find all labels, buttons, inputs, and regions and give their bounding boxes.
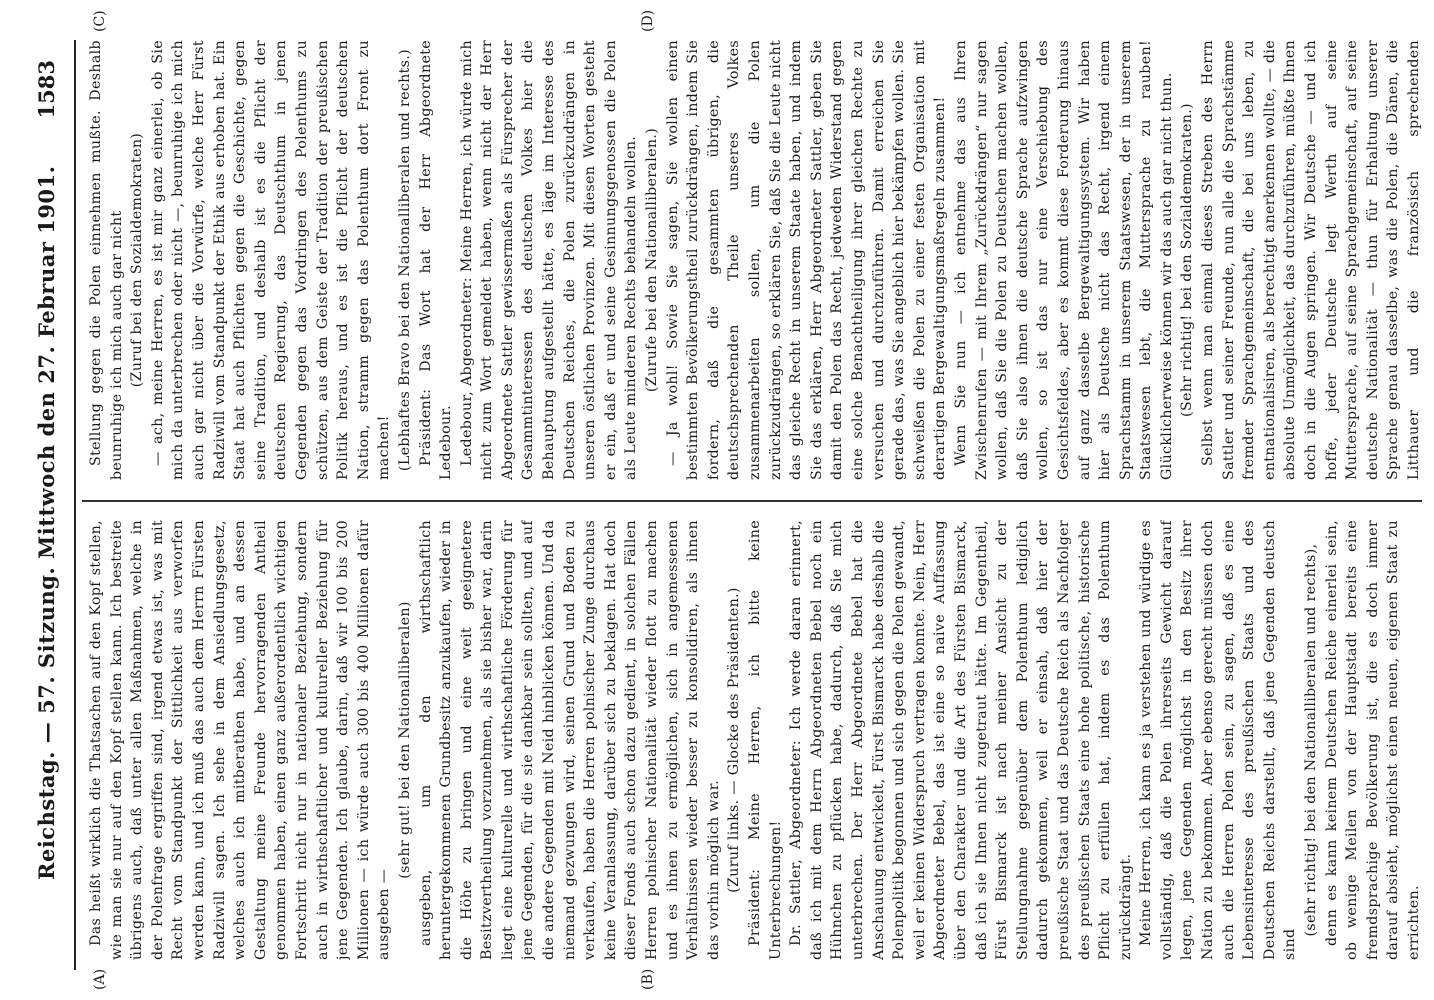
interjection: (sehr richtig! bei den Nationalliberalen und rechts), xyxy=(1303,543,1320,937)
paragraph: Präsident: Meine Herren, ich bitte keine Unterbrechungen! xyxy=(747,520,784,960)
paragraph: — Ja wohl! Sowie Sie sagen, Sie wollen einen bestimmten Bevölkerungstheil zurückdrängen, indem Sie fordern, daß die gesammten übrigen, die deutschsprechenden Theile unseres Volkes zusammenarbeiten sollen, um die Polen zurückzudrängen, so erklären Sie, daß Sie die Leute nicht das gleiche Recht in unserem Staate haben, und indem Sie das erklären, Herr Abgeordneter Sattler, geben Sie damit den Polen das Recht, jedweden Widerstand gegen eine solche Benachtheiligung ihrer gleichen Rechte zu versuchen und durchzuführen. Damit erreichen Sie gerade das, was Sie angeblich hier bekämpfen wollen. Sie schweißen die Polen zu einer festen Organisation mit derartigen Bergewaltigungsmaßregeln zusammen! xyxy=(664,40,949,480)
column-divider xyxy=(82,500,1422,502)
header-title: Reichstag. — 57. Sitzung. Mittwoch den 27. Februar 1901. xyxy=(34,165,59,880)
margin-marker-d: (D) xyxy=(640,9,656,32)
paragraph: Das heißt wirklich die Thatsachen auf den Kopf stellen, wie man sie nur auf den Kopf stellen kann. Ich bestreite übrigens auch, daß unter allen Maßnahmen, welche in der Polenfrage ergriffen sind, irgend etwas ist, was mit Recht vom Standpunkt der Sittlichkeit aus verworfen werden kann, und ich muß das auch dem Herrn Fürsten Radziwill sagen. Ich sehe in dem Ansiedlungsgesetz, welches auch ich mitberathen habe, und an dessen Gestaltung meine Freunde hervorragenden Antheil genommen haben, einen ganz außerordentlich wichtigen Fortschritt nicht nur in nationaler Beziehung, sondern auch in wirthschaftlicher und kultureller Beziehung für jene Gegenden. Ich glaube, darin, daß wir 100 bis 200 Millionen — ich würde auch 300 bis 400 Millionen dafür ausgeben — xyxy=(88,520,393,960)
margin-marker-c: (C) xyxy=(92,10,108,32)
interjection: (Zurufe bei den Nationalliberalen.) xyxy=(644,127,661,393)
paragraph: Ledebour, Abgeordneter: Meine Herren, ich würde mich nicht zum Wort gemeldet haben, wenn nicht der Herr Abgeordnete Sattler gewissermaßen als Fürsprecher der Gesammtinteressen des deutschen Volkes hier die Behauptung aufgestellt hätte, es läge im Interesse des Deutschen Reiches, die Polen zurückzudrängen in unseren östlichen Provinzen. Mit diesen Worten gesteht er ein, daß er und seine Gesinnungsgenossen die Polen als Leute minderen Rechts behandeln wollen. xyxy=(458,40,640,480)
interjection: (Zuruf bei den Sozialdemokraten) xyxy=(129,132,146,388)
margin-marker-a: (A) xyxy=(92,968,108,990)
paragraph: — ach, meine Herren, es ist mir ganz einerlei, ob Sie mich da unterbrechen oder nicht —, beunruhige ich mich auch gar nicht über die Vorwürfe, welche Herr Fürst Radziwill vom Standpunkt der Ethik aus erhoben hat. Ein Staat hat auch Pflichten gegen die Geschichte, gegen seine Tradition, und deshalb ist es die Pflicht der deutschen Regierung, das Deutschthum in jenen Gegenden gegen das Vordringen des Polenthums zu schützen, aus dem Geiste der Tradition der preußischen Politik heraus, und es ist die Pflicht der deutschen Nation, stramm gegen das Polenthum dort Front zu machen! xyxy=(149,40,393,480)
interjection: (Sehr richtig! bei den Sozialdemokraten.) xyxy=(1179,103,1196,417)
interjection: (Zuruf links. — Glocke des Präsidenten.) xyxy=(726,587,743,893)
page-number: 1583 xyxy=(34,60,59,119)
digitization-credit xyxy=(1414,0,1434,1000)
left-column xyxy=(86,520,1426,960)
paragraph: Präsident: Das Wort hat der Herr Abgeordnete Ledebour. xyxy=(417,40,455,480)
margin-marker-b: (B) xyxy=(640,968,656,990)
right-column xyxy=(86,40,1426,480)
interjection: (sehr gut! bei den Nationalliberalen) xyxy=(396,601,413,879)
paragraph: Stellung gegen die Polen einnehmen mußte. Deshalb beunruhige ich mich auch gar nicht xyxy=(88,40,125,480)
paragraph: Wenn Sie nun — ich entnehme das aus Ihren Zwischenrufen — mit Ihrem „Zurückdrängen“ nur sagen wollen, daß Sie die Polen zu Deutschen machen wollen, daß Sie also ihnen die deutsche Sprache aufzwingen wollen, so ist das nur eine Verschiebung des Gesichtsfeldes, aber es kommt diese Forderung hinaus auf ganz dasselbe Bergewaltigungssystem. Wir haben hier als Deutsche nicht das Recht, irgend einem Sprachstamm in unserem Staatswesen, der in unserem Staatswesen lebt, die Muttersprache zu rauben! Glücklicherweise können wir das auch gar nicht thun. xyxy=(952,40,1175,480)
paragraph: Dr. Sattler, Abgeordneter: Ich werde daran erinnert, daß ich mit dem Herrn Abgeordneten Bebel noch ein Hühnchen zu pflücken habe, dadurch, daß Sie mich unterbrechen. Der Herr Abgeordnete Bebel hat die Anschauung entwickelt, Fürst Bismarck habe deshalb die Polenpolitik begonnen und sich gegen die Polen gewandt, weil er keinen Widerspruch vertragen konnte. Nein, Herr Abgeordneter Bebel, das ist eine so naive Auffassung über den Charakter und die Art des Fürsten Bismarck, daß ich sie Ihnen nicht zugetraut hätte. Im Gegentheil, Fürst Bismarck ist nach meiner Ansicht zu der Stellungnahme gegenüber dem Polenthum lediglich dadurch gekommen, weil er einsah, daß hier der preußische Staat und das Deutsche Reich als Nachfolger des preußischen Staats eine hohe politische, historische Pflicht zu erfüllen hat, indem es das Polenthum zurückdrängt. xyxy=(788,520,1134,960)
paragraph: Selbst wenn man einmal dieses Streben des Herrn Sattler und seiner Freunde, nun alle die Sprachstämme fremder Sprachgemeinschaft, die bei uns leben, zu entnationalisiren, als berechtigt anerkennen wollte, — die absolute Unmöglichkeit, das durchzuführen, müßte Ihnen doch in die Augen springen. Wir Deutsche — und ich hoffe, jeder Deutsche legt Werth auf seine Muttersprache, auf seine Sprachgemeinschaft, auf seine deutsche Nationalität — thun für Erhaltung unserer Sprache genau dasselbe, was die Polen, die Dänen, die Litthauer und die französisch sprechenden xyxy=(1200,40,1422,480)
page-header xyxy=(28,60,68,940)
header-rule xyxy=(74,40,76,970)
interjection: (Lebhaftes Bravo bei den Nationalliberalen und rechts.) xyxy=(396,48,413,472)
paragraph: denn es kann keinem Deutschen Reiche einerlei sein, ob wenige Meilen von der Hauptstadt bereits eine fremdsprachige Bevölkerung ist, die es doch immer darauf absieht, möglichst einen neuen, eigenen Staat zu errichten. xyxy=(1323,520,1422,960)
paragraph: ausgeben, um den wirthschaftlich heruntergekommenen Grundbesitz anzukaufen, wieder in die Höhe zu bringen und eine weit geeignetere Besitzvertheilung vorzunehmen, als sie bisher war, darin liegt eine kulturelle und wirthschaftliche Förderung für jene Gegenden, für die sie dankbar sein sollten, und auf die andere Gegenden mit Neid hinblicken können. Und da niemand gezwungen wird, seinen Grund und Boden zu verkaufen, haben die Herren polnischer Zunge durchaus keine Veranlassung, darüber sich zu beklagen. Hat doch dieser Fonds auch schon dazu gedient, in solchen Fällen Herren polnischer Nationalität wieder flott zu machen und es ihnen zu ermöglichen, sich in angemessenen Verhältnissen wieder besser zu konsolidiren, als ihnen das vorhin möglich war. xyxy=(417,520,722,960)
paragraph: Meine Herren, ich kann es ja verstehen und würdige es vollständig, daß die Polen ihrerseits Gewicht darauf legen, jene Gegenden möglichst in den Besitz ihrer Nation zu bekommen. Aber ebenso gerecht müssen doch auch die Herren Polen sein, zu sagen, daß es eine Lebensinteresse des preußischen Staats und des Deutschen Reichs darstellt, daß jene Gegenden deutsch sind xyxy=(1138,520,1299,960)
